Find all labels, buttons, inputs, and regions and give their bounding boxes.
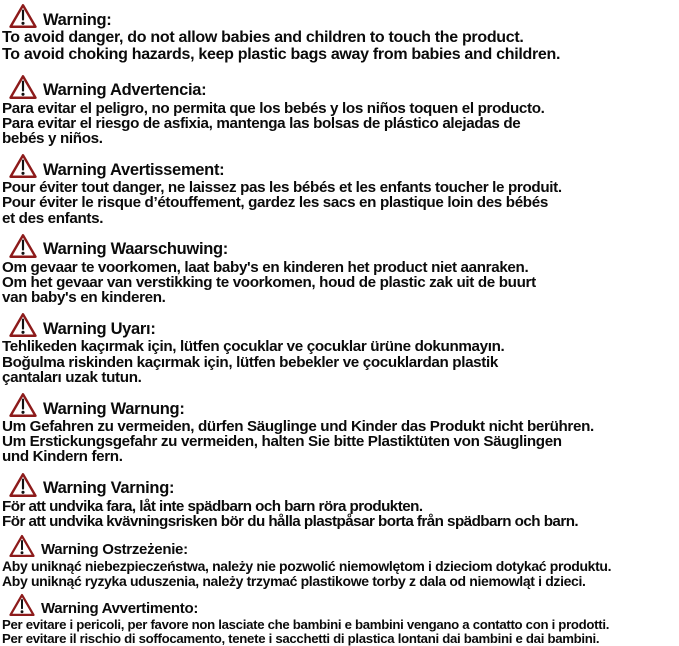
warning-triangle-icon: [8, 233, 38, 259]
warning-header: [8, 392, 679, 418]
warning-line: Om het gevaar van verstikking te voorkomen, houd de plastic zak uit de buurt: [2, 274, 536, 292]
warning-triangle-icon: [8, 74, 38, 100]
warning-header: [8, 74, 679, 100]
warning-body: [2, 260, 679, 306]
warning-line: çantaları uzak tutun.: [2, 368, 142, 386]
warning-section-spanish: [2, 74, 679, 147]
warning-body: [2, 339, 679, 385]
warning-heading: Warning:: [43, 10, 112, 29]
warning-heading: Warning Avvertimento:: [41, 600, 199, 618]
warning-section-german: [2, 392, 679, 465]
warning-header: [8, 3, 679, 29]
warning-line: Para evitar el riesgo de asfixia, mantenga las bolsas de plástico alejadas de: [2, 114, 521, 132]
warning-line: För att undvika fara, låt inte spädbarn och barn röra produkten.: [2, 497, 423, 515]
warning-heading: Warning Advertencia:: [43, 81, 207, 100]
warning-line: Tehlikeden kaçırmak için, lütfen çocuklar ve çocuklar ürüne dokunmayın.: [2, 338, 505, 356]
warning-heading: Warning Waarschuwing:: [43, 240, 228, 259]
warning-header: [8, 593, 679, 617]
warning-section-swedish: [2, 472, 679, 529]
warning-heading: Warning Ostrzeżenie:: [41, 541, 188, 559]
warning-line: Pour éviter tout danger, ne laissez pas les bébés et les enfants toucher le produit.: [2, 179, 562, 197]
warning-triangle-icon: [8, 312, 38, 338]
warning-line: Pour éviter le risque d’étouffement, gardez les sacs en plastique loin des bébés: [2, 194, 548, 212]
warning-line: und Kindern fern.: [2, 448, 123, 466]
warning-body: [2, 419, 679, 465]
warning-line: Per evitare il rischio di soffocamento, tenete i sacchetti di plastica lontani dai bambini e dai bambini.: [2, 630, 600, 646]
warning-line: Boğulma riskinden kaçırmak için, lütfen bebekler ve çocuklardan plastik: [2, 353, 498, 371]
warning-line: För att undvika kvävningsrisken bör du hålla plastpåsar borta från spädbarn och barn.: [2, 512, 579, 530]
warning-heading: Warning Uyarı:: [43, 319, 156, 338]
warning-heading: Warning Varning:: [43, 479, 175, 498]
warning-body: [2, 30, 679, 64]
warning-line: Um Erstickungsgefahr zu vermeiden, halten Sie bitte Plastiktüten von Säuglingen: [2, 433, 562, 451]
warning-line: Om gevaar te voorkomen, laat baby's en kinderen het product niet aanraken.: [2, 258, 529, 276]
warning-triangle-icon: [8, 3, 38, 29]
warning-section-polish: [2, 534, 679, 588]
warning-heading: Warning Avertissement:: [43, 160, 225, 179]
warning-triangle-icon: [8, 534, 36, 558]
warning-section-french: [2, 153, 679, 226]
warning-body: [2, 559, 679, 588]
warning-line: Aby uniknąć ryzyka uduszenia, należy trzymać plastikowe torby z dala od niemowląt i dzieci.: [2, 572, 586, 589]
warning-triangle-icon: [8, 593, 36, 617]
warning-triangle-icon: [8, 392, 38, 418]
warning-header: [8, 534, 679, 558]
warning-line: bebés y niños.: [2, 130, 103, 147]
warning-line: et des enfants.: [2, 209, 104, 227]
warning-header: [8, 153, 679, 179]
warning-heading: Warning Warnung:: [43, 399, 185, 418]
warning-header: [8, 233, 679, 259]
warning-line: van baby's en kinderen.: [2, 289, 166, 307]
warning-body: [2, 101, 679, 147]
warning-line: To avoid choking hazards, keep plastic bags away from babies and children.: [2, 45, 561, 63]
warning-header: [8, 472, 679, 498]
warning-body: [2, 618, 679, 645]
warning-header: [8, 312, 679, 338]
warning-section-italian: [2, 593, 679, 645]
warning-line: Um Gefahren zu vermeiden, dürfen Säuglinge und Kinder das Produkt nicht berühren.: [2, 418, 594, 436]
warning-line: Para evitar el peligro, no permita que los bebés y los niños toquen el producto.: [2, 99, 545, 117]
warning-triangle-icon: [8, 153, 38, 179]
warning-line: To avoid danger, do not allow babies and children to touch the product.: [2, 29, 524, 46]
warning-body: [2, 180, 679, 226]
warning-section-english: [2, 3, 679, 64]
warning-triangle-icon: [8, 472, 38, 498]
warning-line: Aby uniknąć niebezpieczeństwa, należy nie pozwolić niemowlętom i dzieciom dotykać produktu.: [2, 558, 612, 575]
warning-line: Per evitare i pericoli, per favore non lasciate che bambini e bambini vengano a contatto con i prodotti.: [2, 617, 610, 633]
warning-section-dutch: [2, 233, 679, 306]
warning-body: [2, 499, 679, 529]
warning-section-turkish: [2, 312, 679, 385]
